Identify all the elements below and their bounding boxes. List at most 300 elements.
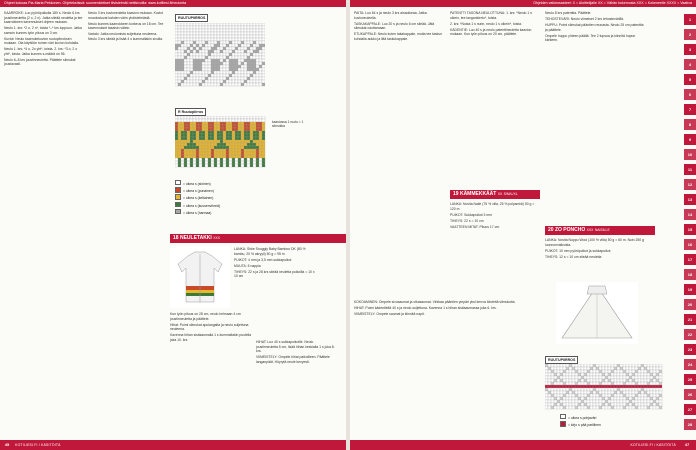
chart1-cell bbox=[187, 35, 190, 38]
chart2-cell bbox=[235, 128, 238, 131]
chart1-cell bbox=[253, 83, 256, 86]
chart3-cell bbox=[584, 376, 587, 379]
chart3-cell bbox=[644, 406, 647, 409]
chart1-cell bbox=[232, 41, 235, 44]
chart3-cell bbox=[575, 391, 578, 394]
chart1-cell bbox=[256, 80, 259, 83]
chart1-cell bbox=[190, 71, 193, 74]
chart2-cell bbox=[250, 137, 253, 140]
chart3-cell bbox=[599, 379, 602, 382]
right-column-1 bbox=[354, 11, 444, 301]
chart3-cell bbox=[596, 364, 599, 367]
chart3-cell bbox=[560, 403, 563, 406]
chart2-cell bbox=[181, 149, 184, 152]
chart3-cell bbox=[578, 376, 581, 379]
chart2-cell bbox=[223, 116, 226, 119]
legend-item bbox=[560, 414, 601, 421]
section-tab: 14 bbox=[684, 209, 696, 220]
chart2-cell bbox=[199, 155, 202, 158]
chart3-cell bbox=[623, 367, 626, 370]
chart1-cell bbox=[262, 47, 265, 50]
s19-info-paragraph: TIHEYS: 22 s = 10 cm bbox=[450, 218, 484, 223]
chart1-cell bbox=[259, 23, 262, 26]
chart1-cell bbox=[256, 29, 259, 32]
chart1-cell bbox=[193, 47, 196, 50]
chart1-cell bbox=[175, 38, 178, 41]
chart1-cell bbox=[250, 77, 253, 80]
chart1-cell bbox=[223, 41, 226, 44]
chart2-cell bbox=[250, 128, 253, 131]
chart2-cell bbox=[217, 122, 220, 125]
chart3-cell bbox=[656, 391, 659, 394]
chart1-cell bbox=[262, 53, 265, 56]
chart2-cell bbox=[181, 146, 184, 149]
chart1-cell bbox=[205, 23, 208, 26]
chart2-cell bbox=[232, 140, 235, 143]
section-18-header bbox=[170, 234, 346, 243]
chart1-cell bbox=[175, 47, 178, 50]
chart2-cell bbox=[226, 134, 229, 137]
chart1-cell bbox=[190, 44, 193, 47]
chart3-cell bbox=[617, 364, 620, 367]
chart2-cell bbox=[181, 155, 184, 158]
chart1-cell bbox=[235, 26, 238, 29]
chart3-cell bbox=[635, 379, 638, 382]
chart2-cell bbox=[208, 155, 211, 158]
chart1-cell bbox=[187, 23, 190, 26]
chart2-cell bbox=[208, 140, 211, 143]
chart3-cell bbox=[632, 397, 635, 400]
chart2-cell bbox=[187, 164, 190, 167]
chart1-cell bbox=[238, 35, 241, 38]
legend-swatch bbox=[175, 209, 181, 214]
chart3-cell bbox=[641, 400, 644, 403]
chart3-cell bbox=[563, 379, 566, 382]
chart2-cell bbox=[238, 146, 241, 149]
chart2-cell bbox=[184, 143, 187, 146]
chart2-cell bbox=[229, 146, 232, 149]
chart2-cell bbox=[232, 146, 235, 149]
chart3-cell bbox=[623, 388, 626, 391]
chart2-cell bbox=[178, 164, 181, 167]
chart1-cell bbox=[211, 23, 214, 26]
chart3-cell bbox=[635, 391, 638, 394]
chart3-cell bbox=[566, 373, 569, 376]
chart1-cell bbox=[178, 53, 181, 56]
chart2-cell bbox=[217, 134, 220, 137]
chart1-cell bbox=[181, 80, 184, 83]
chart1-cell bbox=[208, 41, 211, 44]
chart2-cell bbox=[223, 134, 226, 137]
chart1-cell bbox=[256, 26, 259, 29]
chart2-cell bbox=[187, 128, 190, 131]
chart2-cell bbox=[259, 155, 262, 158]
chart1-cell bbox=[223, 65, 226, 68]
chart3-cell bbox=[554, 379, 557, 382]
chart3-cell bbox=[614, 403, 617, 406]
chart2-cell bbox=[220, 116, 223, 119]
chart2-cell bbox=[244, 137, 247, 140]
chart1-cell bbox=[181, 50, 184, 53]
chart2-cell bbox=[208, 164, 211, 167]
chart3-cell bbox=[554, 385, 557, 388]
chart2-cell bbox=[223, 125, 226, 128]
chart2-cell bbox=[211, 164, 214, 167]
chart3-cell bbox=[551, 394, 554, 397]
chart2-cell bbox=[226, 131, 229, 134]
chart2-cell bbox=[214, 155, 217, 158]
chart1-cell bbox=[190, 74, 193, 77]
chart1-cell bbox=[208, 50, 211, 53]
chart2-cell bbox=[220, 158, 223, 161]
section-tab: 28 bbox=[684, 419, 696, 430]
chart1-cell bbox=[253, 53, 256, 56]
chart1-cell bbox=[235, 38, 238, 41]
chart3-cell bbox=[611, 364, 614, 367]
chart3-cell bbox=[581, 391, 584, 394]
chart2-cell bbox=[193, 152, 196, 155]
chart1-cell bbox=[184, 71, 187, 74]
chart2-cell bbox=[199, 131, 202, 134]
chart2-cell bbox=[211, 122, 214, 125]
chart2-cell bbox=[193, 134, 196, 137]
chart2-cell bbox=[250, 158, 253, 161]
chart2-cell bbox=[199, 149, 202, 152]
chart3-cell bbox=[548, 367, 551, 370]
rc4-p1: KOKOAMINEN: Ompele sivusaumat ja olkasaumat. Virkkaa pääntien ympäri yksi kerros kiinteitä silmukoita. bbox=[354, 300, 516, 304]
chart1-cell bbox=[232, 32, 235, 35]
s19-info-paragraph: VAATTEEN MITAT: Pituus 17 cm. bbox=[450, 224, 501, 229]
chart1-cell bbox=[178, 77, 181, 80]
chart2-cell bbox=[211, 134, 214, 137]
chart2-cell bbox=[256, 149, 259, 152]
chart3-cell bbox=[572, 367, 575, 370]
chart1-cell bbox=[196, 29, 199, 32]
chart3-cell bbox=[575, 370, 578, 373]
chart2-cell bbox=[220, 155, 223, 158]
chart3-cell bbox=[584, 406, 587, 409]
chart3-cell bbox=[545, 394, 548, 397]
chart1-cell bbox=[178, 29, 181, 32]
chart3-cell bbox=[560, 373, 563, 376]
chart3-cell bbox=[641, 388, 644, 391]
chart1-cell bbox=[235, 23, 238, 26]
chart2-cell bbox=[226, 125, 229, 128]
chart2-cell bbox=[190, 128, 193, 131]
chart1-cell bbox=[262, 32, 265, 35]
chart1-cell bbox=[187, 38, 190, 41]
chart3-cell bbox=[569, 370, 572, 373]
chart1-cell bbox=[259, 77, 262, 80]
chart3-cell bbox=[551, 400, 554, 403]
chart2-cell bbox=[253, 140, 256, 143]
chart3-cell bbox=[548, 376, 551, 379]
chart3-cell bbox=[644, 397, 647, 400]
chart1-cell bbox=[241, 23, 244, 26]
chart2-cell bbox=[217, 164, 220, 167]
chart3-cell bbox=[647, 388, 650, 391]
section-20-info bbox=[545, 238, 645, 278]
chart1-cell bbox=[211, 44, 214, 47]
chart1-cell bbox=[235, 74, 238, 77]
chart3-cell bbox=[581, 403, 584, 406]
chart1-cell bbox=[244, 68, 247, 71]
chart2-cell bbox=[229, 134, 232, 137]
chart1-cell bbox=[175, 80, 178, 83]
chart1-cell bbox=[181, 32, 184, 35]
chart2-cell bbox=[226, 155, 229, 158]
chart3-cell bbox=[557, 379, 560, 382]
chart1-cell bbox=[238, 65, 241, 68]
chart2-cell bbox=[223, 143, 226, 146]
chart3-cell bbox=[644, 391, 647, 394]
chart1-cell bbox=[214, 65, 217, 68]
chart2-cell bbox=[214, 146, 217, 149]
chart1-cell bbox=[253, 29, 256, 32]
chart1-cell bbox=[232, 68, 235, 71]
chart3-cell bbox=[611, 385, 614, 388]
chart3-cell bbox=[659, 382, 662, 385]
chart1-cell bbox=[208, 74, 211, 77]
chart2-cell bbox=[175, 122, 178, 125]
chart1-cell bbox=[241, 50, 244, 53]
chart2-cell bbox=[220, 149, 223, 152]
chart1-cell bbox=[178, 62, 181, 65]
chart2-cell bbox=[259, 128, 262, 131]
chart2-cell bbox=[253, 122, 256, 125]
knitting-chart-3 bbox=[545, 364, 663, 410]
chart3-cell bbox=[572, 397, 575, 400]
chart1-cell bbox=[178, 68, 181, 71]
section-19-number: 19 bbox=[453, 191, 459, 197]
chart1-cell bbox=[226, 56, 229, 59]
chart2-cell bbox=[181, 116, 184, 119]
chart2-cell bbox=[202, 134, 205, 137]
chart1-cell bbox=[232, 71, 235, 74]
chart1-cell bbox=[241, 44, 244, 47]
chart2-cell bbox=[202, 125, 205, 128]
chart3-cell bbox=[566, 388, 569, 391]
chart3-cell bbox=[590, 394, 593, 397]
chart3-cell bbox=[617, 370, 620, 373]
chart2-cell bbox=[211, 152, 214, 155]
chart2-cell bbox=[238, 125, 241, 128]
chart2-cell bbox=[244, 164, 247, 167]
chart2-cell bbox=[229, 125, 232, 128]
chart1-cell bbox=[238, 80, 241, 83]
chart2-cell bbox=[235, 125, 238, 128]
chart2-cell bbox=[262, 122, 265, 125]
section-19-title: KÄMMEKKÄÄT bbox=[459, 191, 497, 197]
chart3-cell bbox=[632, 406, 635, 409]
chart3-cell bbox=[605, 364, 608, 367]
chart2-cell bbox=[175, 164, 178, 167]
chart2-cell bbox=[259, 152, 262, 155]
chart3-cell bbox=[641, 370, 644, 373]
section-tab: 17 bbox=[684, 254, 696, 265]
chart3-cell bbox=[551, 397, 554, 400]
chart2-cell bbox=[247, 146, 250, 149]
right-header: Ohjeiden vaikeusasteet: X = Aloittelijalle XX = Vähän kokemusta XXX = Kokeneelle XXXX = Vaativa bbox=[350, 0, 696, 7]
chart1-cell bbox=[187, 71, 190, 74]
chart3-cell bbox=[599, 385, 602, 388]
chart1-cell bbox=[184, 29, 187, 32]
chart1-cell bbox=[235, 50, 238, 53]
chart1-cell bbox=[229, 44, 232, 47]
chart3-cell bbox=[599, 367, 602, 370]
chart3-cell bbox=[563, 397, 566, 400]
chart2-cell bbox=[187, 146, 190, 149]
chart3-cell bbox=[581, 394, 584, 397]
chart1-cell bbox=[205, 50, 208, 53]
chart1-cell bbox=[247, 47, 250, 50]
chart3-cell bbox=[563, 373, 566, 376]
chart2-cell bbox=[187, 152, 190, 155]
chart3-cell bbox=[593, 373, 596, 376]
legend-item bbox=[175, 209, 220, 216]
chart3-cell bbox=[614, 388, 617, 391]
chart1-cell bbox=[223, 77, 226, 80]
chart3-cell bbox=[638, 373, 641, 376]
chart3-cell bbox=[584, 388, 587, 391]
chart1-cell bbox=[199, 50, 202, 53]
chart1-cell bbox=[196, 44, 199, 47]
chart1-cell bbox=[208, 53, 211, 56]
chart2-cell bbox=[211, 146, 214, 149]
poncho-photo bbox=[556, 282, 638, 344]
chart2-cell bbox=[235, 149, 238, 152]
chart2-cell bbox=[184, 152, 187, 155]
chart1-cell bbox=[232, 35, 235, 38]
chart2-cell bbox=[244, 131, 247, 134]
chart3-cell bbox=[575, 394, 578, 397]
chart2-cell bbox=[262, 116, 265, 119]
legend-swatch bbox=[175, 180, 181, 185]
chart3-cell bbox=[653, 379, 656, 382]
chart1-cell bbox=[238, 68, 241, 71]
chart2-cell bbox=[175, 125, 178, 128]
right-page-number: 47 bbox=[684, 442, 690, 447]
chart1-cell bbox=[178, 50, 181, 53]
chart1-cell bbox=[199, 38, 202, 41]
chart2-cell bbox=[256, 161, 259, 164]
chart2-cell bbox=[235, 143, 238, 146]
chart2-cell bbox=[217, 125, 220, 128]
chart2-cell bbox=[259, 143, 262, 146]
chart3-cell bbox=[566, 376, 569, 379]
chart2-cell bbox=[232, 125, 235, 128]
chart1-cell bbox=[214, 41, 217, 44]
chart3-cell bbox=[566, 394, 569, 397]
chart2-cell bbox=[217, 158, 220, 161]
chart1-cell bbox=[181, 26, 184, 29]
chart2-cell bbox=[196, 155, 199, 158]
chart3-cell bbox=[599, 391, 602, 394]
legend-label: = oikea s (keltainen) bbox=[183, 196, 214, 201]
chart3-cell bbox=[563, 391, 566, 394]
chart1-cell bbox=[211, 53, 214, 56]
chart3-cell bbox=[560, 394, 563, 397]
chart1-cell bbox=[229, 23, 232, 26]
chart2-cell bbox=[229, 143, 232, 146]
chart2-cell bbox=[259, 122, 262, 125]
chart3-cell bbox=[647, 373, 650, 376]
chart1-cell bbox=[259, 26, 262, 29]
chart3-cell bbox=[656, 388, 659, 391]
chart3-cell bbox=[653, 364, 656, 367]
chart3-cell bbox=[653, 406, 656, 409]
chart2-cell bbox=[262, 143, 265, 146]
chart1-cell bbox=[226, 53, 229, 56]
chart3-cell bbox=[548, 364, 551, 367]
chart1-cell bbox=[244, 26, 247, 29]
chart3-cell bbox=[554, 397, 557, 400]
chart1-cell bbox=[229, 56, 232, 59]
chart3-cell bbox=[611, 397, 614, 400]
chart2-cell bbox=[202, 152, 205, 155]
chart2-cell bbox=[232, 158, 235, 161]
chart3-cell bbox=[614, 400, 617, 403]
chart3-cell bbox=[611, 394, 614, 397]
chart1-cell bbox=[253, 68, 256, 71]
chart3-cell bbox=[623, 394, 626, 397]
section-tab: 10 bbox=[684, 149, 696, 160]
chart1-cell bbox=[181, 59, 184, 62]
chart3-cell bbox=[623, 364, 626, 367]
chart3-cell bbox=[629, 403, 632, 406]
chart2-cell bbox=[247, 128, 250, 131]
chart3-cell bbox=[602, 391, 605, 394]
chart1-cell bbox=[217, 32, 220, 35]
chart2-cell bbox=[253, 161, 256, 164]
chart2-cell bbox=[241, 134, 244, 137]
chart3-cell bbox=[608, 370, 611, 373]
chart1-cell bbox=[247, 35, 250, 38]
chart3-cell bbox=[635, 397, 638, 400]
chart2-cell bbox=[208, 152, 211, 155]
chart3-cell bbox=[620, 364, 623, 367]
chart3-cell bbox=[596, 367, 599, 370]
chart1-cell bbox=[241, 47, 244, 50]
chart2-cell bbox=[223, 164, 226, 167]
chart2-cell bbox=[193, 149, 196, 152]
chart2-cell bbox=[238, 143, 241, 146]
chart2-cell bbox=[241, 143, 244, 146]
chart3-cell bbox=[596, 403, 599, 406]
chart2-cell bbox=[229, 137, 232, 140]
chart2-cell bbox=[232, 137, 235, 140]
chart1-cell bbox=[181, 41, 184, 44]
chart1-cell bbox=[247, 50, 250, 53]
chart2-cell bbox=[241, 125, 244, 128]
chart1-cell bbox=[226, 29, 229, 32]
chart1-cell bbox=[238, 50, 241, 53]
chart1-cell bbox=[259, 65, 262, 68]
chart2-cell bbox=[181, 128, 184, 131]
chart1-cell bbox=[217, 80, 220, 83]
chart2-cell bbox=[220, 140, 223, 143]
chart1-cell bbox=[193, 83, 196, 86]
chart3-cell bbox=[587, 406, 590, 409]
chart3-cell bbox=[575, 403, 578, 406]
chart2-cell bbox=[253, 158, 256, 161]
legend-left bbox=[175, 180, 220, 216]
chart3-cell bbox=[623, 391, 626, 394]
chart3-cell bbox=[593, 364, 596, 367]
legend-swatch bbox=[175, 202, 181, 207]
chart2-cell bbox=[241, 137, 244, 140]
chart2-cell bbox=[190, 155, 193, 158]
